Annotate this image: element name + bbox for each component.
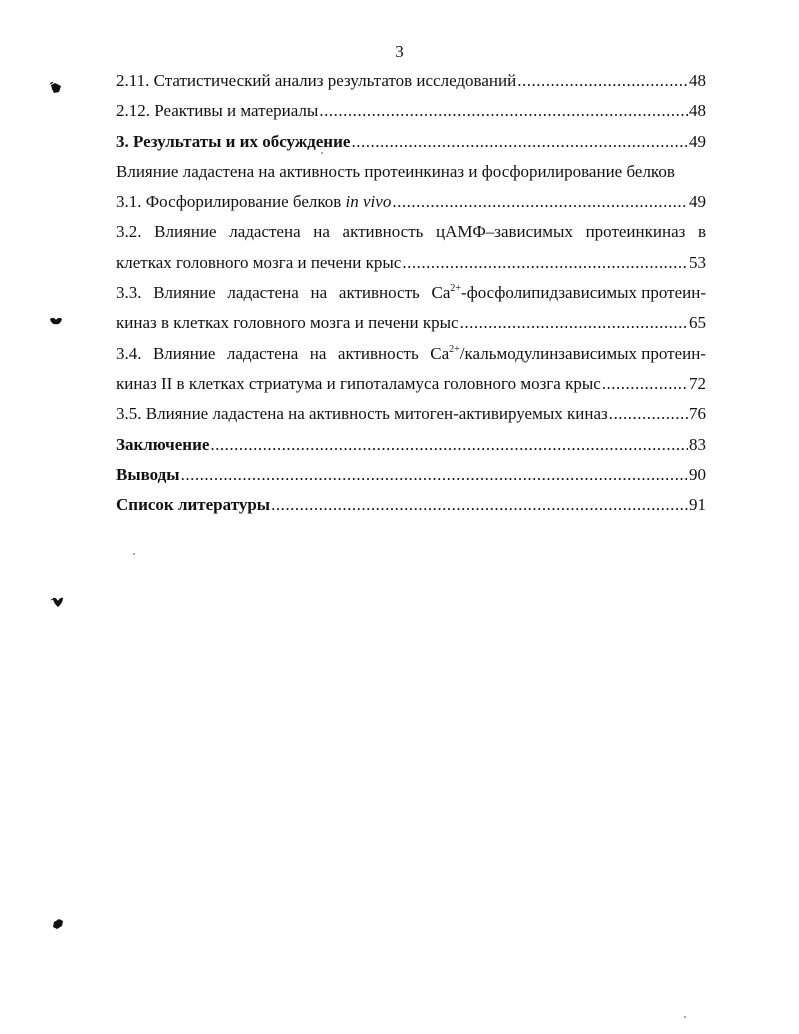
toc-entry-label: 3.5. Влияние ладастена на активность митоген-активируемых киназ bbox=[116, 404, 608, 424]
toc-entry-3-2-line1: 3.2. Влияние ладастена на активность цАМФ–зависимых протеинкиназ в bbox=[116, 222, 706, 242]
dot-leader bbox=[351, 127, 688, 157]
toc-entry-page: 48 bbox=[689, 101, 706, 121]
dot-leader bbox=[319, 96, 688, 126]
toc-entry-page: 83 bbox=[689, 434, 706, 454]
toc-entry-label: 2.11. Статистический анализ результатов исследований bbox=[116, 71, 517, 90]
toc-entry-label: Выводы bbox=[116, 464, 180, 484]
dot-leader bbox=[602, 369, 688, 399]
toc-entry-3-5 bbox=[116, 399, 706, 429]
toc-entry-3-4-line1: 3.4. Влияние ладастена на активность $Ca^{2+}$/кальмодулинзависимых протеин- bbox=[116, 343, 706, 363]
toc-entry-3-2-line2 bbox=[116, 248, 706, 278]
toc-entry-label: киназ в клетках головного мозга и печени крыс bbox=[116, 313, 459, 333]
toc-entry-label: киназ II в клетках стриатума и гипоталамуса головного мозга крыс bbox=[116, 373, 601, 393]
scan-artifact-mark bbox=[49, 316, 63, 326]
toc-entry-3-1 bbox=[116, 187, 706, 217]
toc-entry-3-3-line2 bbox=[116, 308, 706, 338]
scan-artifact-mark bbox=[51, 596, 65, 608]
toc-entry-label: 2.12. Реактивы и материалы bbox=[116, 101, 319, 121]
toc-entry-label: клетках головного мозга и печени крыс bbox=[116, 252, 402, 272]
toc-entry-page: 49 bbox=[689, 131, 706, 151]
toc-entry-findings bbox=[116, 460, 706, 490]
toc-entry-3-3-line1: 3.3. Влияние ладастена на активность $Ca^{2+}$-фосфолипидзависимых протеин- bbox=[116, 283, 706, 303]
dot-leader bbox=[402, 248, 688, 278]
dot-leader bbox=[271, 490, 688, 520]
page-number: 3 bbox=[395, 42, 404, 61]
dot-leader bbox=[392, 187, 688, 217]
toc-entry-page: 53 bbox=[689, 252, 706, 272]
table-of-contents bbox=[116, 66, 706, 520]
dot-leader bbox=[517, 66, 688, 96]
toc-entry-page: 91 bbox=[689, 495, 706, 515]
scan-speck bbox=[133, 553, 135, 555]
toc-entry-2-11 bbox=[116, 66, 706, 96]
toc-entry-label: Список литературы bbox=[116, 495, 271, 515]
scan-artifact-mark bbox=[50, 82, 62, 94]
toc-entry-page: 49 bbox=[689, 192, 706, 212]
scan-speck bbox=[684, 1016, 686, 1018]
toc-entry-page: 72 bbox=[689, 373, 706, 393]
toc-entry-3-4-line2 bbox=[116, 369, 706, 399]
dot-leader bbox=[210, 430, 688, 460]
toc-entry-references bbox=[116, 490, 706, 520]
toc-entry-page: 48 bbox=[689, 71, 706, 90]
toc-entry-label: Заключение bbox=[116, 434, 210, 454]
toc-entry-2-12 bbox=[116, 96, 706, 126]
toc-entry-page: 65 bbox=[689, 313, 706, 333]
toc-entry-conclusion bbox=[116, 430, 706, 460]
toc-entry-page: 76 bbox=[689, 404, 706, 424]
scan-speck bbox=[321, 152, 323, 154]
toc-entry-page: 90 bbox=[689, 464, 706, 484]
scan-artifact-mark bbox=[52, 918, 64, 930]
dot-leader bbox=[181, 460, 688, 490]
dot-leader bbox=[460, 308, 688, 338]
toc-entry-chapter-3 bbox=[116, 127, 706, 157]
dot-leader bbox=[609, 399, 688, 429]
toc-section-heading: Влияние ладастена на активность протеинкиназ и фосфорилирование белков bbox=[116, 161, 675, 181]
toc-entry-label: 3.1. Фосфорилирование белков in vivo bbox=[116, 192, 392, 212]
toc-entry-label: 3. Результаты и их обсуждение bbox=[116, 131, 351, 151]
